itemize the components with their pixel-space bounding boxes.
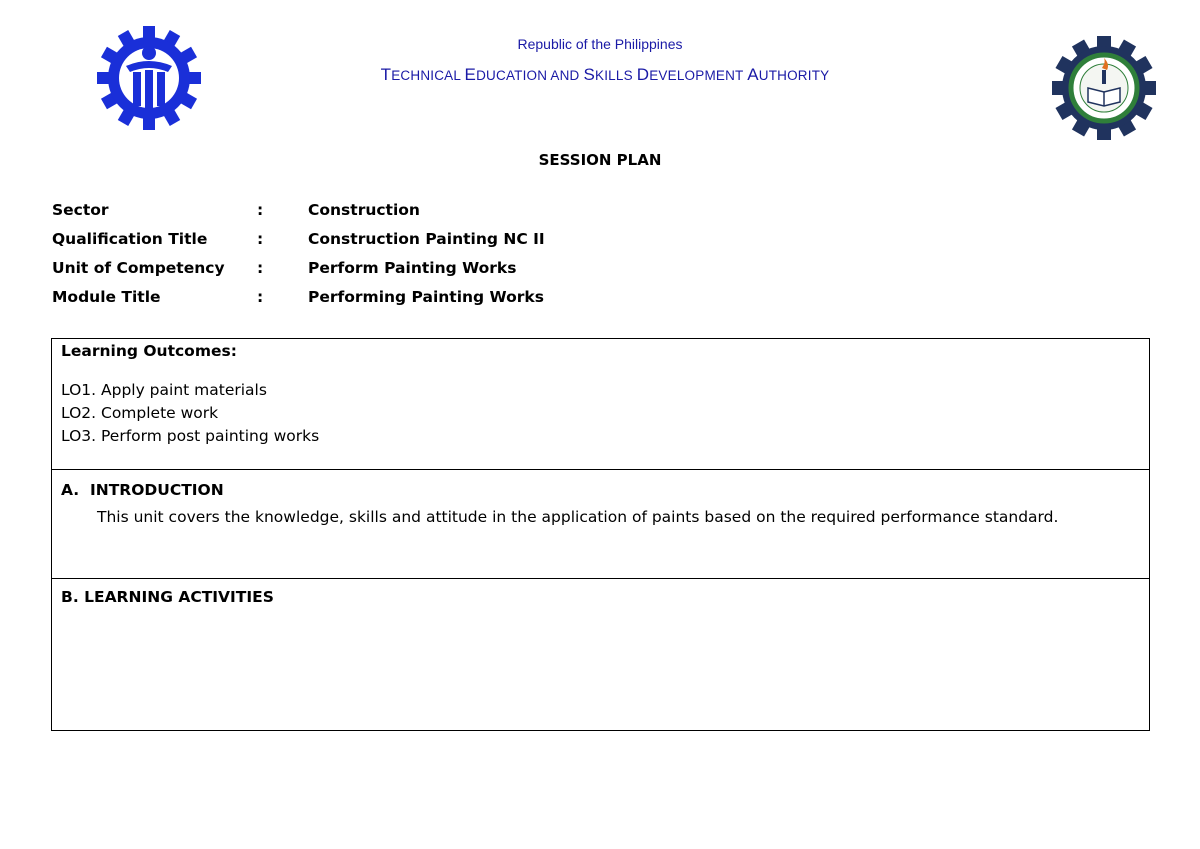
info-row xyxy=(52,282,545,311)
institution-seal xyxy=(1052,36,1156,140)
session-info xyxy=(52,195,545,311)
agency-name-part: UTHORITY xyxy=(758,68,830,83)
info-colon: : xyxy=(257,258,264,277)
info-label: Qualification Title xyxy=(52,229,208,248)
agency-name-initial: A xyxy=(747,65,759,84)
learning-outcomes-heading: Learning Outcomes: xyxy=(61,342,237,360)
info-value: Perform Painting Works xyxy=(308,258,517,277)
agency-name-part: KILLS xyxy=(595,68,637,83)
info-label: Unit of Competency xyxy=(52,258,225,277)
introduction-heading: A. INTRODUCTION xyxy=(61,481,224,499)
agency-name-initial: S xyxy=(583,65,595,84)
info-colon: : xyxy=(257,200,264,219)
info-colon: : xyxy=(257,229,264,248)
learning-activities-cell xyxy=(52,579,1149,730)
introduction-cell xyxy=(52,470,1149,579)
header-republic: Republic of the Philippines xyxy=(517,36,683,52)
info-label: Sector xyxy=(52,200,109,219)
agency-name-part: DUCATION AND xyxy=(476,68,584,83)
info-row xyxy=(52,224,545,253)
introduction-text: This unit covers the knowledge, skills and attitude in the application of paints based on the required performance standard. xyxy=(97,508,1059,526)
agency-name-part: ECHNICAL xyxy=(391,68,465,83)
agency-name-initial: E xyxy=(464,65,477,84)
header-agency-name xyxy=(0,65,1200,85)
learning-outcome-item: LO1. Apply paint materials xyxy=(61,381,267,399)
info-row xyxy=(52,253,545,282)
learning-outcomes-list xyxy=(61,379,1140,448)
agency-name-part: EVELOPMENT xyxy=(649,68,748,83)
info-row xyxy=(52,195,545,224)
learning-activities-heading: B. LEARNING ACTIVITIES xyxy=(61,588,274,606)
info-colon: : xyxy=(257,287,264,306)
info-value: Performing Painting Works xyxy=(308,287,544,306)
agency-name-initial: T xyxy=(380,65,392,84)
info-value: Construction xyxy=(308,200,420,219)
learning-outcome-item: LO2. Complete work xyxy=(61,404,219,422)
learning-outcomes-cell xyxy=(52,339,1149,470)
learning-outcome-item: LO3. Perform post painting works xyxy=(61,427,320,445)
info-value: Construction Painting NC II xyxy=(308,229,545,248)
session-plan-table xyxy=(51,338,1150,731)
info-label: Module Title xyxy=(52,287,161,306)
agency-name-initial: D xyxy=(636,65,650,84)
document-title: SESSION PLAN xyxy=(538,151,662,169)
